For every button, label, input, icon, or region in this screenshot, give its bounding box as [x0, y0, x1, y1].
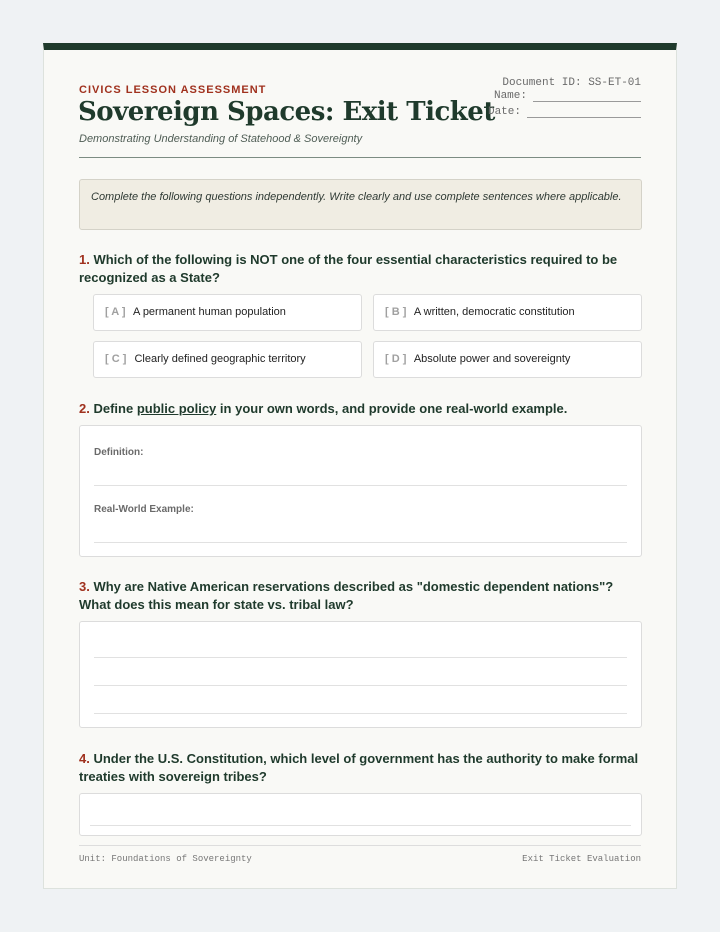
question-text: Which of the following is NOT one of the four essential characteristics required to be recognized as a State?: [79, 252, 618, 285]
answer-box-4[interactable]: [79, 793, 642, 836]
key-term: public policy: [136, 401, 217, 416]
question-1: [79, 251, 642, 287]
answer-line[interactable]: [94, 542, 627, 543]
footer-unit: Unit: Foundations of Sovereignty: [79, 854, 252, 864]
option-d[interactable]: [373, 341, 642, 378]
question-3: [79, 578, 642, 614]
name-label: Name:: [493, 90, 527, 102]
question-number: 4.: [79, 751, 90, 766]
question-text-before: Define: [93, 401, 134, 416]
question-text: Under the U.S. Constitution, which level of government has the authority to make formal treaties with sovereign tribes?: [79, 751, 639, 784]
document-meta: [488, 77, 641, 118]
answer-line[interactable]: [94, 685, 627, 686]
answer-options: [93, 294, 642, 379]
option-text: A written, democratic constitution: [413, 306, 575, 318]
answer-line[interactable]: [94, 485, 627, 486]
question-number: 1.: [79, 252, 90, 267]
option-letter: [ B ]: [385, 306, 407, 318]
answer-line[interactable]: [90, 825, 631, 826]
name-blank[interactable]: [533, 92, 641, 102]
footer-divider: [79, 845, 641, 846]
date-blank[interactable]: [527, 108, 641, 118]
header-divider: [79, 157, 641, 158]
page-title: Sovereign Spaces: Exit Ticket: [78, 97, 495, 127]
answer-line[interactable]: [94, 657, 627, 658]
option-text: A permanent human population: [133, 306, 286, 318]
example-label: Real-World Example:: [94, 504, 194, 515]
option-b[interactable]: [373, 294, 642, 331]
option-c[interactable]: [93, 341, 362, 378]
question-text: Why are Native American reservations described as "domestic dependent nations"? What does this mean for state vs. tribal law?: [79, 579, 614, 612]
answer-box-2[interactable]: [79, 425, 642, 557]
option-text: Clearly defined geographic territory: [134, 353, 306, 365]
question-4: [79, 750, 642, 786]
instructions-box: Complete the following questions independently. Write clearly and use complete sentences where applicable.: [79, 179, 642, 230]
question-2: [79, 400, 642, 418]
question-number: 2.: [79, 401, 90, 416]
footer-label: Exit Ticket Evaluation: [522, 854, 641, 864]
name-field[interactable]: [488, 90, 641, 102]
option-text: Absolute power and sovereignty: [413, 353, 571, 365]
eyebrow-label: CIVICS LESSON ASSESSMENT: [79, 84, 267, 96]
question-text-after: in your own words, and provide one real-world example.: [219, 401, 568, 416]
date-field[interactable]: [488, 106, 641, 118]
page-subtitle: Demonstrating Understanding of Statehood & Sovereignty: [79, 133, 363, 145]
option-letter: [ D ]: [385, 353, 407, 365]
question-number: 3.: [79, 579, 90, 594]
document-id: Document ID: SS-ET-01: [502, 77, 641, 89]
option-a[interactable]: [93, 294, 362, 331]
option-letter: [ A ]: [105, 306, 126, 318]
worksheet-page: [43, 43, 677, 889]
answer-box-3[interactable]: [79, 621, 642, 728]
definition-label: Definition:: [94, 447, 144, 458]
date-label: Date:: [487, 106, 521, 118]
answer-line[interactable]: [94, 713, 627, 714]
option-letter: [ C ]: [105, 353, 127, 365]
